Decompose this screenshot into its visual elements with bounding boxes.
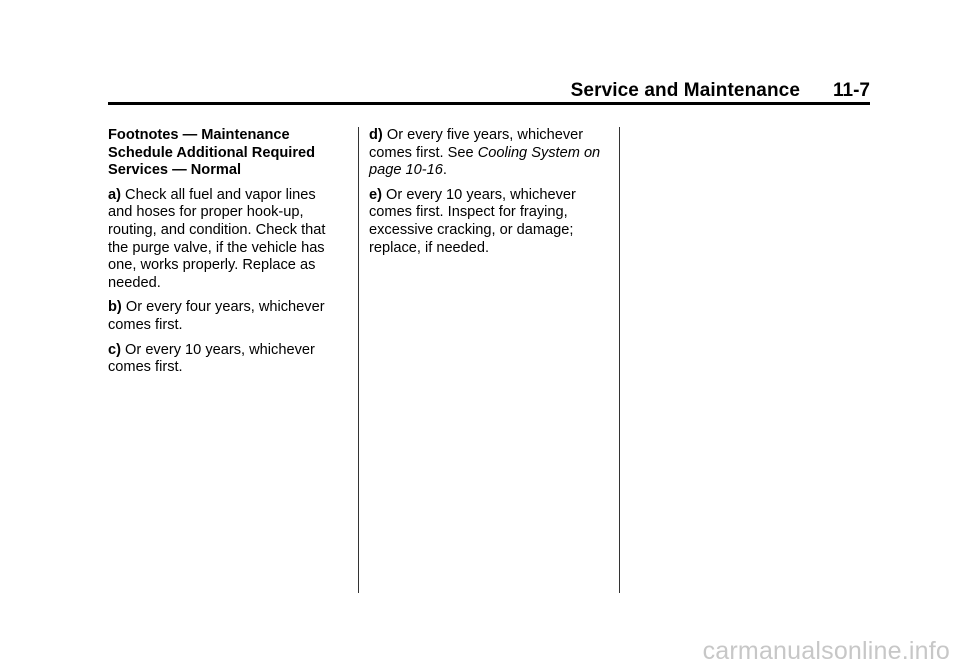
footnote-text-end: . [442, 162, 447, 179]
footnotes-heading: Footnotes — Maintenance Schedule Additional Required Services — Normal [108, 127, 316, 179]
column-divider [619, 127, 620, 593]
footnote-text: Or every 10 years, whichever comes first. [108, 341, 315, 376]
footnote-b [108, 299, 338, 334]
footnote-text: Check all fuel and vapor lines and hoses for proper hook-up, routing, and condition. Check that the purge valve, if the vehicle has one, works properly. Replace as needed. [108, 186, 326, 291]
footnote-d [369, 127, 614, 180]
footnote-text: Or every five years, whichever comes first. See [369, 127, 584, 161]
footnote-text: Or every 10 years, whichever comes first. Inspect for fraying, excessive cracking, or damage; replace, if needed. [369, 186, 576, 256]
footnote-label: b) [108, 299, 122, 316]
footnote-label: e) [369, 186, 382, 203]
footnote-a [108, 187, 338, 293]
column-2 [369, 127, 614, 264]
footnote-c [108, 342, 338, 377]
page-header [108, 80, 870, 102]
cross-reference-link[interactable]: Cooling System on page 10-16 [369, 144, 601, 179]
column-divider [358, 127, 359, 593]
column-1 [108, 127, 338, 384]
footnote-e [369, 187, 614, 257]
footnote-label: a) [108, 186, 121, 203]
section-title: Service and Maintenance [570, 80, 800, 101]
footnote-label: c) [108, 341, 121, 358]
page-number: 11-7 [833, 80, 870, 101]
header-rule [108, 102, 870, 105]
watermark: carmanualsonline.info [702, 637, 950, 665]
footnote-label: d) [369, 127, 383, 143]
footnote-text: Or every four years, whichever comes first. [108, 299, 325, 333]
